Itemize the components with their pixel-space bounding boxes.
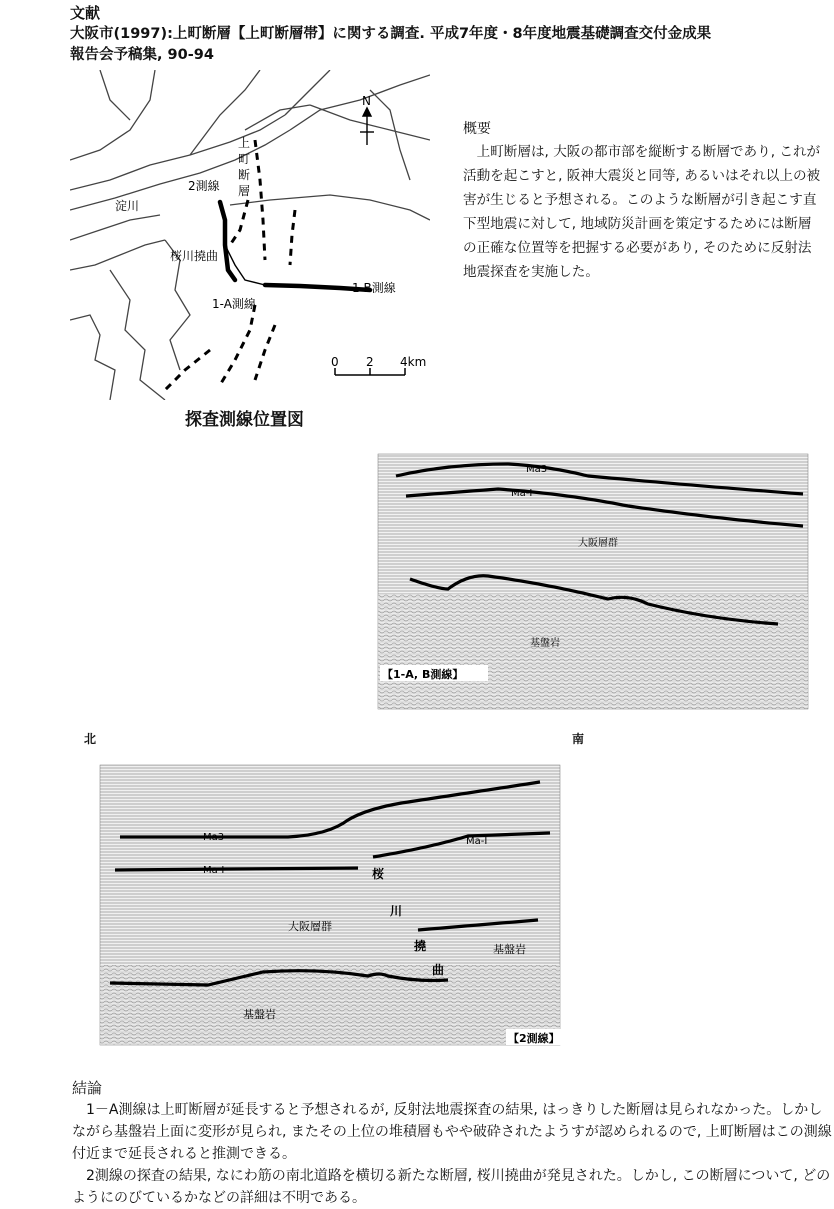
scale-tick-2: 2 <box>366 355 374 369</box>
sec2-label: 【2測線】 <box>508 1032 560 1045</box>
sec2-flexure-char-2: 川 <box>390 904 403 918</box>
seismic-section-line2 <box>88 740 588 1062</box>
map-label-line2: 2測線 <box>188 179 220 193</box>
reference-citation-line2: 報告会予稿集, 90-94 <box>70 47 214 63</box>
map-label-line1a: 1-A測線 <box>212 297 256 311</box>
conclusion-paragraph-2: 2測線の探査の結果, なにわ筋の南北道路を横切る新たな断層, 桜川撓曲が発見された。しかし, この断層について, どのようにのびているかなどの詳細は不明である。 <box>72 1168 831 1206</box>
map-title: 探査測線位置図 <box>185 410 304 430</box>
sec1-unit-osaka: 大阪層群 <box>578 538 618 549</box>
sec2-north-label: 北 <box>84 732 97 746</box>
scale-tick-4km: 4km <box>400 355 427 369</box>
sec2-unit-basement: 基盤岩 <box>243 1008 276 1021</box>
sec2-flexure-char-4: 曲 <box>432 963 445 977</box>
map-label-fault-3: 断 <box>238 168 251 182</box>
map-label-sakuragawa: 桜川撓曲 <box>170 249 219 263</box>
sec2-unit-basement-right: 基盤岩 <box>493 943 526 956</box>
sec1-label: 【1-A, B測線】 <box>382 668 464 681</box>
map-label-line1b: 1-B測線 <box>352 281 396 295</box>
reference-heading: 文献 <box>70 4 101 22</box>
seismic-section-line1ab <box>368 434 828 732</box>
north-arrow-icon <box>360 108 374 145</box>
sec2-flexure-char-3: 撓 <box>414 939 427 953</box>
sec1-horizon-ma1: Ma-I <box>511 488 533 499</box>
scale-tick-0: 0 <box>331 355 339 369</box>
map-label-fault-2: 町 <box>238 152 251 166</box>
sec2-unit-osaka: 大阪層群 <box>288 920 332 933</box>
sec2-horizon-ma1: Ma-I <box>203 865 225 876</box>
map-label-fault-1: 上 <box>238 136 251 150</box>
map-label-fault-4: 層 <box>238 184 251 198</box>
sec1-unit-basement: 基盤岩 <box>530 638 560 649</box>
scale-bar <box>335 368 405 375</box>
sec2-horizon-ma3: Ma3 <box>203 832 225 843</box>
survey-line-location-map <box>70 70 430 400</box>
reference-citation-line1: 大阪市(1997):上町断層【上町断層帯】に関する調査. 平成7年度・8年度地震基礎調査交付金成果 <box>70 26 712 42</box>
conclusion-paragraph-1: 1－A測線は上町断層が延長すると予想されるが, 反射法地震探査の結果, はっきりした断層は見られなかった。しかしながら基盤岩上面に変形が見られ, またその上位の堆積層もやや破砕されたようすが認められるので, 上町断層はこの測線付近まで延長されると推測できる。 <box>72 1102 832 1162</box>
overview-body: 上町断層は, 大阪の都市部を縦断する断層であり, これが活動を起こすと, 阪神大震災と同等, あるいはそれ以上の被害が生じると予想される。このような断層が引き起こす直下型地震に対して, 地域防災計画を策定するためには断層の正確な位置等を把握する必要があり, そのために反射法地震探査を実施した。 <box>463 144 821 280</box>
overview-heading: 概要 <box>463 121 491 137</box>
map-label-north: N <box>362 94 371 108</box>
conclusion-heading: 結論 <box>72 1079 103 1097</box>
map-label-yodogawa: 淀川 <box>115 199 140 213</box>
sec2-horizon-ma1-right: Ma-I <box>466 836 488 847</box>
sec2-flexure-char-1: 桜 <box>372 867 385 881</box>
sec1-horizon-ma3: Ma3 <box>526 464 548 475</box>
sec2-south-label: 南 <box>572 732 585 746</box>
